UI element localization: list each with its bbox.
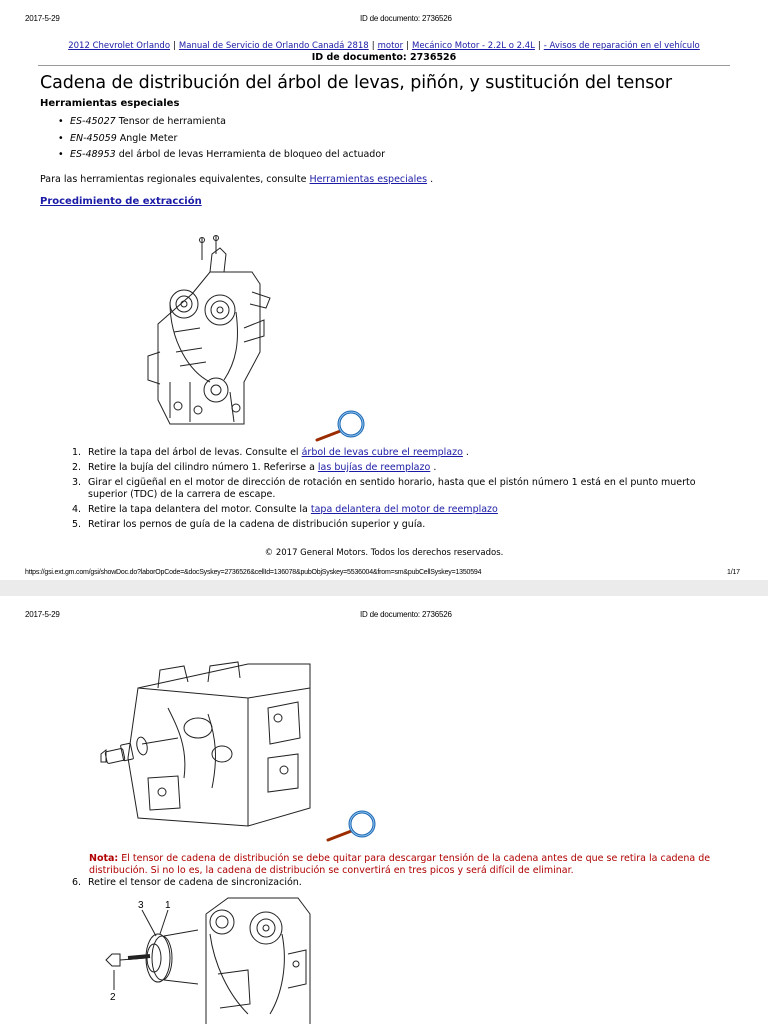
breadcrumb xyxy=(0,41,768,51)
magnifier-icon[interactable] xyxy=(324,808,378,844)
list-item xyxy=(52,149,385,166)
engine-illustration xyxy=(98,894,312,1024)
regional-tools-text xyxy=(40,174,433,185)
steps-list xyxy=(72,447,732,534)
step-text: Retire la bujía del cilindro número 1. Referirse a xyxy=(88,462,318,473)
tool-code: ES-45027 xyxy=(70,116,116,127)
list-item xyxy=(52,116,385,133)
tools-list xyxy=(52,116,385,166)
magnifier-icon[interactable] xyxy=(313,408,367,444)
note-label: Nota: xyxy=(89,853,119,864)
list-item xyxy=(72,462,732,474)
engine-illustration xyxy=(140,232,300,428)
callout-1: 1 xyxy=(165,900,171,911)
step-number: 6. xyxy=(72,877,82,888)
camshaft-cover-link[interactable]: árbol de levas cubre el reemplazo xyxy=(301,447,463,458)
step-number: 5. xyxy=(72,518,82,530)
step-text-end: . xyxy=(430,462,437,473)
tool-desc: Tensor de herramienta xyxy=(115,116,226,127)
removal-procedure-link[interactable]: Procedimiento de extracción xyxy=(40,196,202,207)
copyright: © 2017 General Motors. Todos los derechos reservados. xyxy=(264,548,504,558)
callout-3: 3 xyxy=(138,900,144,911)
header-doc-id: ID de documento: 2736526 xyxy=(360,610,452,619)
step-text: Girar el cigüeñal en el motor de dirección de rotación en sentido horario, hasta que el pistón número 1 está en el punto muerto superior (TDC) de la carrera de escape. xyxy=(88,477,696,500)
spark-plug-link[interactable]: las bujías de reemplazo xyxy=(317,462,431,473)
step-text: Retire la tapa delantera del motor. Consulte la xyxy=(88,503,311,515)
tool-code: ES-48953 xyxy=(70,149,116,160)
step-text: Retirar los pernos de guía de la cadena de distribución superior y guía. xyxy=(88,518,426,530)
steps-list xyxy=(72,877,732,892)
step-text-end: . xyxy=(462,447,469,458)
breadcrumb-manual[interactable]: Manual de Servicio de Orlando Canadá 2818 xyxy=(178,41,369,51)
breadcrumb-separator: | xyxy=(173,41,176,51)
breadcrumb-vehicle[interactable]: 2012 Chevrolet Orlando xyxy=(68,41,171,51)
list-item xyxy=(72,447,732,459)
front-cover-link[interactable]: tapa delantera del motor de reemplazo xyxy=(310,503,498,515)
list-item xyxy=(72,477,732,500)
step-number: 2. xyxy=(72,462,82,473)
step-number: 1. xyxy=(72,447,82,458)
regional-text: Para las herramientas regionales equivalentes, consulte xyxy=(40,174,310,185)
breadcrumb-engine-mechanical[interactable]: Mecánico Motor - 2.2L o 2.4L xyxy=(411,41,535,51)
step-number: 4. xyxy=(72,503,82,515)
tool-desc: Angle Meter xyxy=(116,132,178,144)
list-item xyxy=(72,519,732,531)
engine-illustration xyxy=(98,658,312,830)
regional-end: . xyxy=(427,174,434,185)
breadcrumb-repair-notices[interactable]: - Avisos de reparación en el vehículo xyxy=(543,41,700,51)
document-id: ID de documento: 2736526 xyxy=(311,52,457,63)
header-date: 2017-5-29 xyxy=(25,14,60,23)
warning-note xyxy=(89,853,749,876)
footer-page-number: 1/17 xyxy=(727,569,740,576)
step-text: Retire el tensor de cadena de sincronización. xyxy=(88,877,302,888)
divider xyxy=(38,65,730,66)
header-doc-id: ID de documento: 2736526 xyxy=(360,14,452,23)
breadcrumb-separator: | xyxy=(371,41,375,51)
breadcrumb-separator: | xyxy=(537,41,541,51)
callout-2: 2 xyxy=(110,992,116,1003)
step-number: 3. xyxy=(72,477,82,488)
footer-url: https://gsi.ext.gm.com/gsi/showDoc.do?laborOpCode=&docSyskey=2736526&cellId=136078&pubObjSyskey=5536004&from=sm&pubCellSyskey=1350594 xyxy=(25,569,482,576)
list-item xyxy=(72,504,732,516)
breadcrumb-separator: | xyxy=(406,41,409,51)
list-item xyxy=(52,133,385,150)
note-text: El tensor de cadena de distribución se debe quitar para descargar tensión de la cadena antes de que se retira la cadena de distribución. Si no lo es, la cadena de distribución se convertirá en tres picos y será difícil de eliminar. xyxy=(89,853,711,876)
step-text: Retire la tapa del árbol de levas. Consulte el xyxy=(88,447,302,458)
tool-code: EN-45059 xyxy=(70,132,117,144)
tools-heading: Herramientas especiales xyxy=(40,98,180,109)
page-title: Cadena de distribución del árbol de levas, piñón, y sustitución del tensor xyxy=(40,73,672,93)
special-tools-link[interactable]: Herramientas especiales xyxy=(309,174,428,185)
tool-desc: del árbol de levas Herramienta de bloqueo del actuador xyxy=(115,149,386,160)
breadcrumb-motor[interactable]: motor xyxy=(377,41,404,51)
header-date: 2017-5-29 xyxy=(25,610,60,619)
list-item xyxy=(72,877,732,889)
